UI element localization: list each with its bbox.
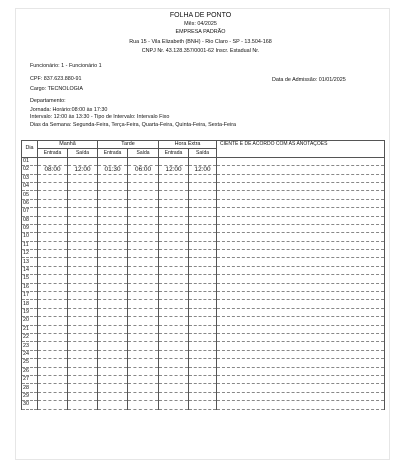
table-row (22, 325, 385, 333)
time-cell (189, 199, 217, 207)
time-cell (159, 233, 189, 241)
table-row (22, 308, 385, 316)
day-number: 21 (22, 325, 38, 333)
day-number: 24 (22, 350, 38, 358)
day-number: 18 (22, 300, 38, 308)
time-cell (98, 350, 128, 358)
col-entrada: Entrada (98, 149, 128, 157)
signature-cell (217, 283, 385, 291)
time-cell (38, 333, 68, 341)
time-cell (128, 300, 159, 308)
col-saida: Saída (189, 149, 217, 157)
time-cell (68, 300, 98, 308)
time-cell (38, 401, 68, 409)
time-cell (68, 182, 98, 190)
time-cell (98, 224, 128, 232)
day-number: 22 (22, 333, 38, 341)
table-row (22, 275, 385, 283)
work-schedule: Jornada: Horário:08:00 às 17:30 (30, 107, 108, 113)
time-cell (159, 325, 189, 333)
table-row (22, 292, 385, 300)
day-number: 16 (22, 283, 38, 291)
table-row (22, 300, 385, 308)
time-cell (189, 191, 217, 199)
signature-cell (217, 224, 385, 232)
time-cell (128, 325, 159, 333)
timesheet-table (21, 140, 385, 410)
day-number: 07 (22, 208, 38, 216)
col-hora-extra: Hora Extra (159, 141, 217, 149)
table-row (22, 384, 385, 392)
time-cell (128, 199, 159, 207)
table-row (22, 266, 385, 274)
day-number: 23 (22, 342, 38, 350)
time-cell (189, 275, 217, 283)
time-cell (68, 208, 98, 216)
table-row (22, 241, 385, 249)
time-cell (128, 224, 159, 232)
time-cell (98, 392, 128, 400)
time-cell (159, 401, 189, 409)
time-cell (38, 367, 68, 375)
time-cell (159, 292, 189, 300)
signature-cell (217, 174, 385, 182)
signature-cell (217, 350, 385, 358)
time-cell (189, 174, 217, 182)
signature-cell (217, 208, 385, 216)
signature-cell (217, 392, 385, 400)
time-cell (68, 375, 98, 383)
time-cell (159, 157, 189, 165)
day-number: 30 (22, 401, 38, 409)
time-cell (98, 401, 128, 409)
time-cell (159, 241, 189, 249)
time-cell (38, 241, 68, 249)
employee-cpf: CPF: 837.623.880-91 (30, 76, 82, 82)
time-cell (38, 174, 68, 182)
day-number: 10 (22, 233, 38, 241)
time-cell (128, 359, 159, 367)
day-number: 17 (22, 292, 38, 300)
time-cell (159, 275, 189, 283)
time-cell (159, 317, 189, 325)
time-cell: 06:00 (128, 166, 159, 174)
time-cell (98, 283, 128, 291)
time-cell (38, 375, 68, 383)
time-cell (189, 401, 217, 409)
time-cell (68, 174, 98, 182)
table-row (22, 375, 385, 383)
signature-cell (217, 275, 385, 283)
time-cell (159, 224, 189, 232)
signature-cell (217, 308, 385, 316)
time-cell (189, 157, 217, 165)
time-cell (189, 308, 217, 316)
time-cell (189, 384, 217, 392)
time-cell (189, 224, 217, 232)
col-manha: Manhã (38, 141, 98, 149)
time-cell (98, 300, 128, 308)
time-cell (98, 216, 128, 224)
time-cell (159, 342, 189, 350)
signature-cell (217, 375, 385, 383)
time-cell (68, 308, 98, 316)
time-cell (98, 233, 128, 241)
day-number: 20 (22, 317, 38, 325)
time-cell (98, 342, 128, 350)
time-cell (68, 283, 98, 291)
day-number: 11 (22, 241, 38, 249)
time-cell (68, 266, 98, 274)
signature-cell (217, 384, 385, 392)
day-number: 26 (22, 367, 38, 375)
table-row (22, 182, 385, 190)
col-dia: Dia (22, 141, 38, 158)
time-cell (38, 283, 68, 291)
time-cell (189, 216, 217, 224)
time-cell (68, 241, 98, 249)
table-row (22, 283, 385, 291)
time-cell (159, 384, 189, 392)
time-cell (98, 317, 128, 325)
table-row (22, 317, 385, 325)
time-cell (128, 367, 159, 375)
table-row (22, 392, 385, 400)
time-cell (189, 317, 217, 325)
time-cell (38, 224, 68, 232)
time-cell (98, 191, 128, 199)
day-number: 28 (22, 384, 38, 392)
time-cell (68, 333, 98, 341)
time-cell (38, 350, 68, 358)
time-cell (159, 283, 189, 291)
time-cell (98, 182, 128, 190)
signature-cell (217, 216, 385, 224)
time-cell (38, 325, 68, 333)
signature-cell (217, 300, 385, 308)
time-cell (128, 375, 159, 383)
time-cell (128, 157, 159, 165)
time-cell: 01:30 (98, 166, 128, 174)
time-cell (68, 292, 98, 300)
signature-cell (217, 325, 385, 333)
time-cell (128, 233, 159, 241)
company-cnpj: CNPJ Nr. 43.128.357/0001-62 Inscr. Estadual Nr. (141, 48, 260, 54)
time-cell (68, 275, 98, 283)
time-cell (128, 333, 159, 341)
table-row (22, 208, 385, 216)
time-cell (68, 384, 98, 392)
day-number: 06 (22, 199, 38, 207)
day-number: 27 (22, 375, 38, 383)
time-cell (68, 350, 98, 358)
time-cell (38, 359, 68, 367)
time-cell (128, 216, 159, 224)
time-cell (98, 174, 128, 182)
time-cell (128, 241, 159, 249)
time-cell (159, 174, 189, 182)
time-cell (68, 250, 98, 258)
admission-date: Data de Admissão: 01/01/2025 (272, 77, 346, 83)
break-interval: Intervalo: 12:00 às 13:30 - Tipo de Intervalo: Intervalo Fixo (30, 114, 170, 120)
time-cell (189, 233, 217, 241)
time-cell (98, 367, 128, 375)
time-cell (98, 250, 128, 258)
day-number: 01 (22, 157, 38, 165)
table-row (22, 342, 385, 350)
employee-name: Funcionário: 1 - Funcionário 1 (30, 63, 102, 69)
col-saida: Saída (68, 149, 98, 157)
time-cell (68, 342, 98, 350)
signature-cell (217, 250, 385, 258)
time-cell (98, 308, 128, 316)
time-cell (68, 317, 98, 325)
day-number: 03 (22, 174, 38, 182)
time-cell (159, 208, 189, 216)
time-cell (68, 367, 98, 375)
time-cell (68, 258, 98, 266)
time-cell (128, 401, 159, 409)
time-cell (159, 375, 189, 383)
time-cell (38, 392, 68, 400)
time-cell (98, 208, 128, 216)
time-cell (98, 241, 128, 249)
time-cell (38, 342, 68, 350)
signature-cell (217, 266, 385, 274)
time-cell (128, 258, 159, 266)
time-cell (128, 250, 159, 258)
table-row (22, 401, 385, 409)
day-number: 05 (22, 191, 38, 199)
signature-cell (217, 258, 385, 266)
time-cell (159, 308, 189, 316)
time-cell (128, 317, 159, 325)
time-cell (68, 401, 98, 409)
time-cell (38, 250, 68, 258)
time-cell (68, 359, 98, 367)
time-cell (159, 199, 189, 207)
time-cell (98, 199, 128, 207)
signature-cell (217, 241, 385, 249)
signature-cell (217, 166, 385, 174)
day-number: 08 (22, 216, 38, 224)
time-cell (128, 266, 159, 274)
time-cell (189, 359, 217, 367)
time-cell (98, 375, 128, 383)
time-cell (38, 266, 68, 274)
time-cell (68, 224, 98, 232)
signature-cell (217, 292, 385, 300)
signature-cell (217, 342, 385, 350)
time-cell (159, 350, 189, 358)
time-cell (98, 157, 128, 165)
time-cell (189, 283, 217, 291)
time-cell (38, 258, 68, 266)
day-number: 13 (22, 258, 38, 266)
col-saida: Saída (128, 149, 159, 157)
time-cell (159, 367, 189, 375)
time-cell (38, 300, 68, 308)
table-row (22, 157, 385, 165)
table-row (22, 174, 385, 182)
time-cell (98, 325, 128, 333)
month-label: Mês: 04/2025 (184, 21, 217, 27)
time-cell (189, 241, 217, 249)
time-cell (189, 392, 217, 400)
time-cell (68, 392, 98, 400)
table-row (22, 224, 385, 232)
time-cell (159, 216, 189, 224)
time-cell (38, 208, 68, 216)
time-cell: 12:00 (68, 166, 98, 174)
employee-role: Cargo: TECNOLOGIA (30, 86, 83, 92)
time-cell (189, 375, 217, 383)
time-cell (68, 233, 98, 241)
day-number: 12 (22, 250, 38, 258)
time-cell (98, 266, 128, 274)
time-cell (98, 292, 128, 300)
time-cell (38, 275, 68, 283)
time-cell (159, 250, 189, 258)
time-cell (68, 216, 98, 224)
time-cell (159, 182, 189, 190)
time-cell (128, 191, 159, 199)
time-cell (128, 208, 159, 216)
time-cell (38, 233, 68, 241)
time-cell (159, 333, 189, 341)
table-row (22, 367, 385, 375)
time-cell (128, 174, 159, 182)
table-row (22, 250, 385, 258)
time-cell (128, 182, 159, 190)
time-cell (128, 275, 159, 283)
signature-cell (217, 359, 385, 367)
signature-cell (217, 333, 385, 341)
table-row (22, 333, 385, 341)
time-cell (159, 300, 189, 308)
table-row (22, 216, 385, 224)
time-cell (159, 266, 189, 274)
time-cell (189, 350, 217, 358)
time-cell (128, 292, 159, 300)
col-entrada: Entrada (159, 149, 189, 157)
employee-department: Departamento: (30, 98, 66, 104)
time-cell (189, 367, 217, 375)
time-cell (128, 308, 159, 316)
time-cell (38, 157, 68, 165)
company-address: Rua 15 - Vila Elizabeth (BNH) - Rio Claro - SP - 13.504-168 (129, 39, 272, 45)
table-row (22, 199, 385, 207)
table-row (22, 258, 385, 266)
time-cell (68, 157, 98, 165)
time-cell (68, 325, 98, 333)
document-title: FOLHA DE PONTO (169, 12, 232, 19)
day-number: 02 (22, 166, 38, 174)
time-cell (159, 392, 189, 400)
time-cell (189, 292, 217, 300)
time-cell (98, 359, 128, 367)
time-cell (189, 258, 217, 266)
time-cell (189, 333, 217, 341)
time-cell: 08:00 (38, 166, 68, 174)
day-number: 19 (22, 308, 38, 316)
time-cell (68, 199, 98, 207)
time-cell (38, 191, 68, 199)
time-cell (38, 199, 68, 207)
time-cell (189, 325, 217, 333)
day-number: 15 (22, 275, 38, 283)
time-cell (98, 258, 128, 266)
signature-cell (217, 157, 385, 165)
col-entrada: Entrada (38, 149, 68, 157)
time-cell (98, 333, 128, 341)
time-cell (128, 392, 159, 400)
day-number: 25 (22, 359, 38, 367)
time-cell (159, 191, 189, 199)
time-cell (189, 208, 217, 216)
signature-cell (217, 199, 385, 207)
table-row (22, 350, 385, 358)
signature-cell (217, 233, 385, 241)
signature-cell (217, 191, 385, 199)
table-row (22, 191, 385, 199)
time-cell (189, 250, 217, 258)
signature-cell (217, 367, 385, 375)
time-cell (159, 359, 189, 367)
day-number: 09 (22, 224, 38, 232)
table-row (22, 359, 385, 367)
time-cell (189, 266, 217, 274)
table-row (22, 166, 385, 174)
day-number: 04 (22, 182, 38, 190)
time-cell (128, 342, 159, 350)
time-cell (38, 317, 68, 325)
signature-cell (217, 182, 385, 190)
time-cell (38, 308, 68, 316)
time-cell (189, 300, 217, 308)
time-cell (38, 182, 68, 190)
weekdays: Dias da Semana: Segunda-Feira, Terça-Feira, Quarta-Feira, Quinta-Feira, Sexta-Feira (30, 122, 237, 128)
time-cell (159, 258, 189, 266)
time-cell (38, 216, 68, 224)
time-cell (38, 292, 68, 300)
day-number: 14 (22, 266, 38, 274)
time-cell (189, 342, 217, 350)
time-cell (189, 182, 217, 190)
time-cell: 12:00 (189, 166, 217, 174)
time-cell (98, 275, 128, 283)
table-row (22, 233, 385, 241)
day-number: 29 (22, 392, 38, 400)
signature-cell (217, 317, 385, 325)
signature-cell (217, 401, 385, 409)
company-name: EMPRESA PADRÃO (175, 29, 226, 35)
time-cell (38, 384, 68, 392)
time-cell (128, 283, 159, 291)
time-cell (128, 350, 159, 358)
col-ciente: CIENTE E DE ACORDO COM AS ANOTAÇÕES (217, 141, 385, 158)
time-cell (68, 191, 98, 199)
time-cell: 12:00 (159, 166, 189, 174)
time-cell (98, 384, 128, 392)
time-cell (128, 384, 159, 392)
col-tarde: Tarde (98, 141, 159, 149)
